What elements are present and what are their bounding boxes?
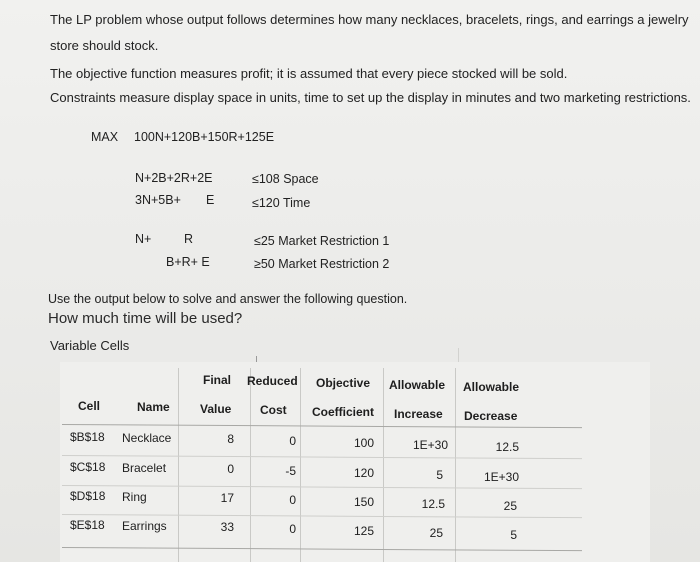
header-final: Final: [203, 373, 232, 387]
constraint-1-rhs: ≤108 Space: [252, 172, 319, 186]
reduced-cost: 0: [289, 493, 296, 507]
final-value: 17: [220, 491, 234, 505]
objective-label: MAX: [91, 130, 119, 144]
header-cell: Cell: [78, 399, 101, 413]
intro-line-3: The objective function measures profit; it is assumed that every piece stocked will be sold.: [50, 66, 568, 81]
cell-ref: $E$18: [70, 518, 105, 532]
final-value: 0: [227, 462, 234, 476]
question-instruction: Use the output below to solve and answer the following question.: [48, 292, 408, 306]
variable-name: Ring: [122, 490, 147, 504]
reduced-cost: -5: [285, 464, 296, 478]
allowable-increase: 12.5: [421, 497, 445, 511]
header-coefficient: Coefficient: [312, 405, 375, 419]
allowable-decrease: 12.5: [495, 440, 519, 454]
cell-ref: $B$18: [70, 430, 105, 444]
header-name: Name: [137, 400, 170, 414]
header-reduced: Reduced: [247, 374, 298, 388]
objective-coefficient: 100: [353, 436, 374, 450]
variable-name: Necklace: [122, 431, 172, 445]
header-decrease: Decrease: [464, 409, 518, 423]
header-allowable-increase-top: Allowable: [389, 378, 446, 392]
intro-line-4: Constraints measure display space in units, time to set up the display in minutes and two marketing restrictions.: [50, 90, 691, 105]
reduced-cost: 0: [289, 522, 296, 536]
objective-coefficient: 120: [353, 466, 374, 480]
allowable-increase: 25: [429, 526, 443, 540]
constraint-2-lhs-b: E: [206, 193, 215, 207]
column-separator: [178, 368, 179, 562]
header-increase: Increase: [394, 407, 443, 421]
section-title: Variable Cells: [50, 338, 130, 353]
intro-line-2: store should stock.: [50, 38, 159, 53]
constraint-2-lhs-a: 3N+5B+: [135, 193, 181, 207]
allowable-increase: 1E+30: [412, 438, 448, 452]
column-separator: [455, 368, 456, 562]
constraint-3-lhs-b: R: [184, 232, 194, 246]
objective-coefficient: 150: [353, 495, 374, 509]
header-value: Value: [200, 402, 232, 416]
cell-ref: $D$18: [70, 489, 106, 503]
objective-coefficient: 125: [353, 524, 374, 538]
constraint-3-rhs: ≤25 Market Restriction 1: [254, 234, 390, 248]
constraint-4-lhs: B+R+ E: [166, 255, 210, 269]
allowable-increase: 5: [436, 468, 443, 482]
header-cost: Cost: [260, 403, 287, 417]
header-objective: Objective: [316, 376, 371, 390]
intro-line-1: The LP problem whose output follows determines how many necklaces, bracelets, rings, and earrings a jewelry: [50, 12, 689, 27]
variable-name: Earrings: [122, 519, 167, 533]
constraint-3-lhs-a: N+: [135, 232, 152, 246]
column-separator: [383, 368, 384, 562]
constraint-4-rhs: ≥50 Market Restriction 2: [254, 257, 390, 271]
objective-function: 100N+120B+150R+125E: [134, 130, 275, 144]
allowable-decrease: 5: [510, 528, 517, 542]
allowable-decrease: 1E+30: [483, 470, 519, 484]
cell-ref: $C$18: [70, 460, 106, 474]
column-separator: [250, 368, 251, 562]
question-text: How much time will be used?: [48, 310, 243, 327]
reduced-cost: 0: [289, 434, 296, 448]
final-value: 33: [220, 520, 234, 534]
constraint-1-lhs: N+2B+2R+2E: [135, 171, 213, 185]
column-separator: [300, 368, 301, 562]
allowable-decrease: 25: [503, 499, 517, 513]
final-value: 8: [227, 432, 234, 446]
variable-name: Bracelet: [122, 461, 167, 475]
header-allowable-decrease-top: Allowable: [463, 380, 520, 394]
constraint-2-rhs: ≤120 Time: [252, 196, 311, 210]
